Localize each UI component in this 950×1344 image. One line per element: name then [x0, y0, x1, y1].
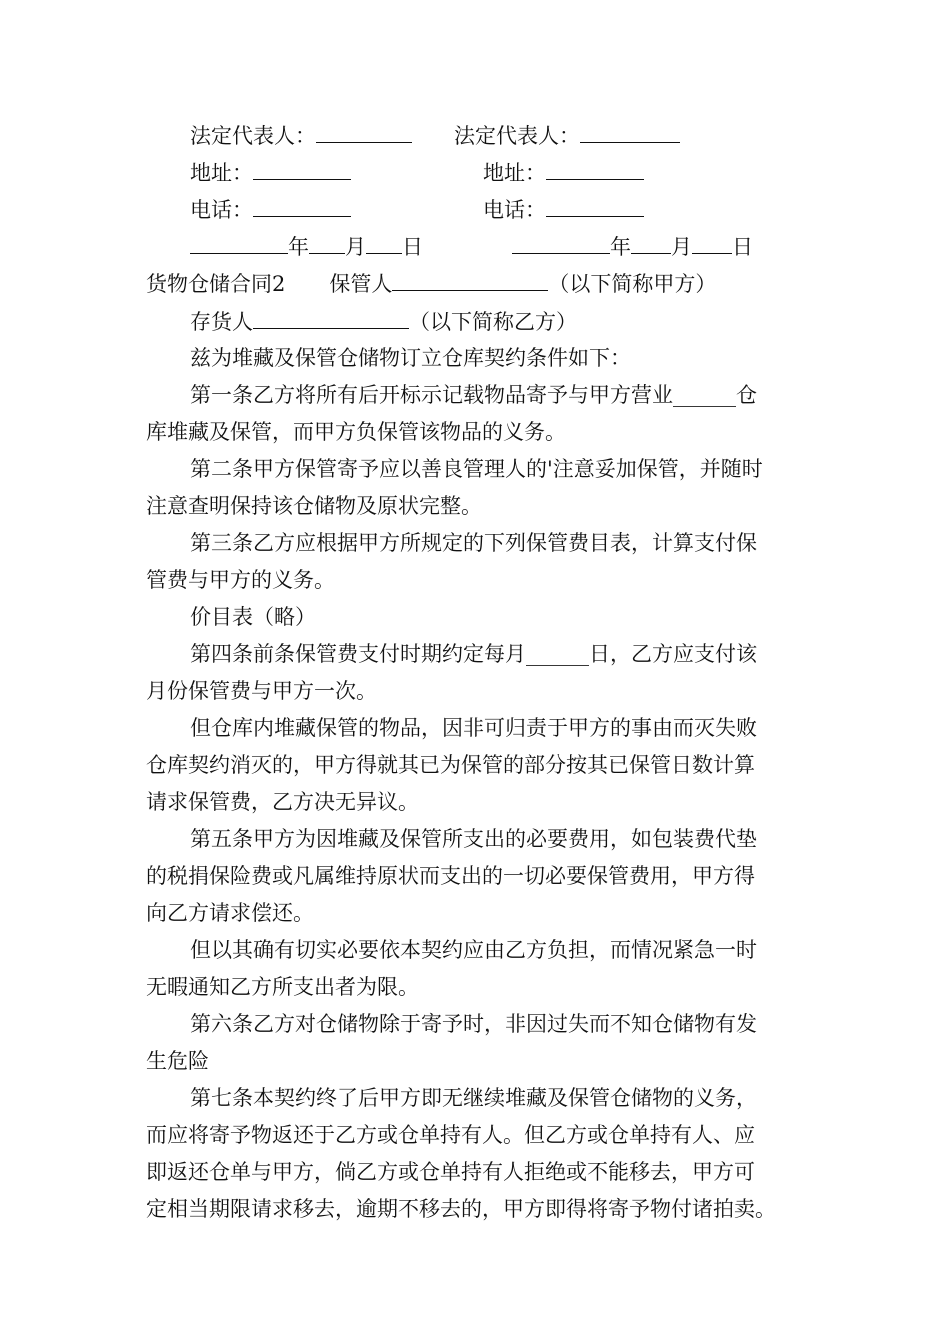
party-a-address: [190, 159, 351, 187]
body-line: 第五条甲方为因堆藏及保管所支出的必要费用，如包装费代垫: [190, 827, 757, 851]
depositor-label: 存货人: [190, 310, 253, 334]
body-line: 管费与甲方的义务。: [146, 568, 335, 592]
contract-title: 货物仓储合同2: [146, 272, 286, 296]
body-line: 注意查明保持该仓储物及原状完整。: [146, 494, 482, 518]
contract-title-line: [146, 270, 716, 298]
month-label: 月: [345, 235, 366, 259]
body-line: 即返还仓单与甲方，倘乙方或仓单持有人拒绝或不能移去，甲方可: [146, 1160, 755, 1184]
phone-label: 电话：: [190, 198, 253, 222]
body-line: 但以其确有切实必要依本契约应由乙方负担，而情况紧急一时: [190, 938, 757, 962]
depositor-suffix: （以下简称乙方）: [409, 310, 577, 334]
party-a-date: [190, 233, 423, 261]
blank-line: [546, 196, 644, 217]
body-line: 但仓库内堆藏保管的物品，因非可归责于甲方的事由而灭失败: [190, 716, 757, 740]
blank-line: [366, 233, 402, 254]
party-b-legal-rep: [454, 122, 680, 150]
address-label: 地址：: [190, 161, 253, 185]
blank-line: [512, 233, 610, 254]
blank-line: [309, 233, 345, 254]
year-label: 年: [288, 235, 309, 259]
custodian-suffix: （以下简称甲方）: [548, 272, 717, 296]
month-label: 月: [671, 235, 692, 259]
party-b-address: [483, 159, 644, 187]
year-label: 年: [610, 235, 631, 259]
body-line: 而应将寄予物返还于乙方或仓单持有人。但乙方或仓单持有人、应: [146, 1123, 755, 1147]
party-a-phone: [190, 196, 351, 224]
body-line: 的税捐保险费或凡属维持原状而支出的一切必要保管费用，甲方得: [146, 864, 755, 888]
body-line: 向乙方请求偿还。: [146, 901, 314, 925]
day-label: 日: [402, 235, 423, 259]
party-b-date: [512, 233, 753, 261]
blank-line: [392, 270, 548, 291]
blank-line: [253, 308, 409, 329]
blank-line: [316, 122, 412, 143]
body-line: 定相当期限请求移去，逾期不移去的，甲方即得将寄予物付诸拍卖。: [146, 1197, 776, 1221]
legal-rep-label: 法定代表人：: [454, 124, 580, 148]
body-line: 第一条乙方将所有后开标示记载物品寄予与甲方营业______仓: [190, 383, 757, 407]
blank-line: [580, 122, 680, 143]
blank-line: [631, 233, 671, 254]
depositor-line: [190, 308, 577, 336]
body-line: 生危险: [146, 1049, 209, 1073]
body-line: 价目表（略）: [190, 605, 316, 629]
blank-line: [546, 159, 644, 180]
custodian-label: 保管人: [329, 272, 393, 296]
blank-line: [253, 159, 351, 180]
day-label: 日: [732, 235, 753, 259]
address-label: 地址：: [483, 161, 546, 185]
body-line: 月份保管费与甲方一次。: [146, 679, 377, 703]
body-line: 仓库契约消灭的，甲方得就其已为保管的部分按其已保管日数计算: [146, 753, 755, 777]
phone-label: 电话：: [483, 198, 546, 222]
contract-body: [146, 340, 806, 1228]
body-line: 第二条甲方保管寄予应以善良管理人的'注意妥加保管，并随时: [190, 457, 763, 481]
party-a-legal-rep: [190, 122, 412, 150]
blank-line: [253, 196, 351, 217]
party-b-phone: [483, 196, 644, 224]
body-line: 无暇通知乙方所支出者为限。: [146, 975, 419, 999]
body-line: 第三条乙方应根据甲方所规定的下列保管费目表，计算支付保: [190, 531, 757, 555]
body-line: 第六条乙方对仓储物除于寄予时，非因过失而不知仓储物有发: [190, 1012, 757, 1036]
body-line: 第七条本契约终了后甲方即无继续堆藏及保管仓储物的义务，: [190, 1086, 757, 1110]
body-line: 库堆藏及保管，而甲方负保管该物品的义务。: [146, 420, 566, 444]
body-line: 第四条前条保管费支付时期约定每月______日，乙方应支付该: [190, 642, 757, 666]
blank-line: [190, 233, 288, 254]
body-line: 兹为堆藏及保管仓储物订立仓库契约条件如下：: [190, 346, 631, 370]
body-line: 请求保管费，乙方决无异议。: [146, 790, 419, 814]
legal-rep-label: 法定代表人：: [190, 124, 316, 148]
blank-line: [692, 233, 732, 254]
